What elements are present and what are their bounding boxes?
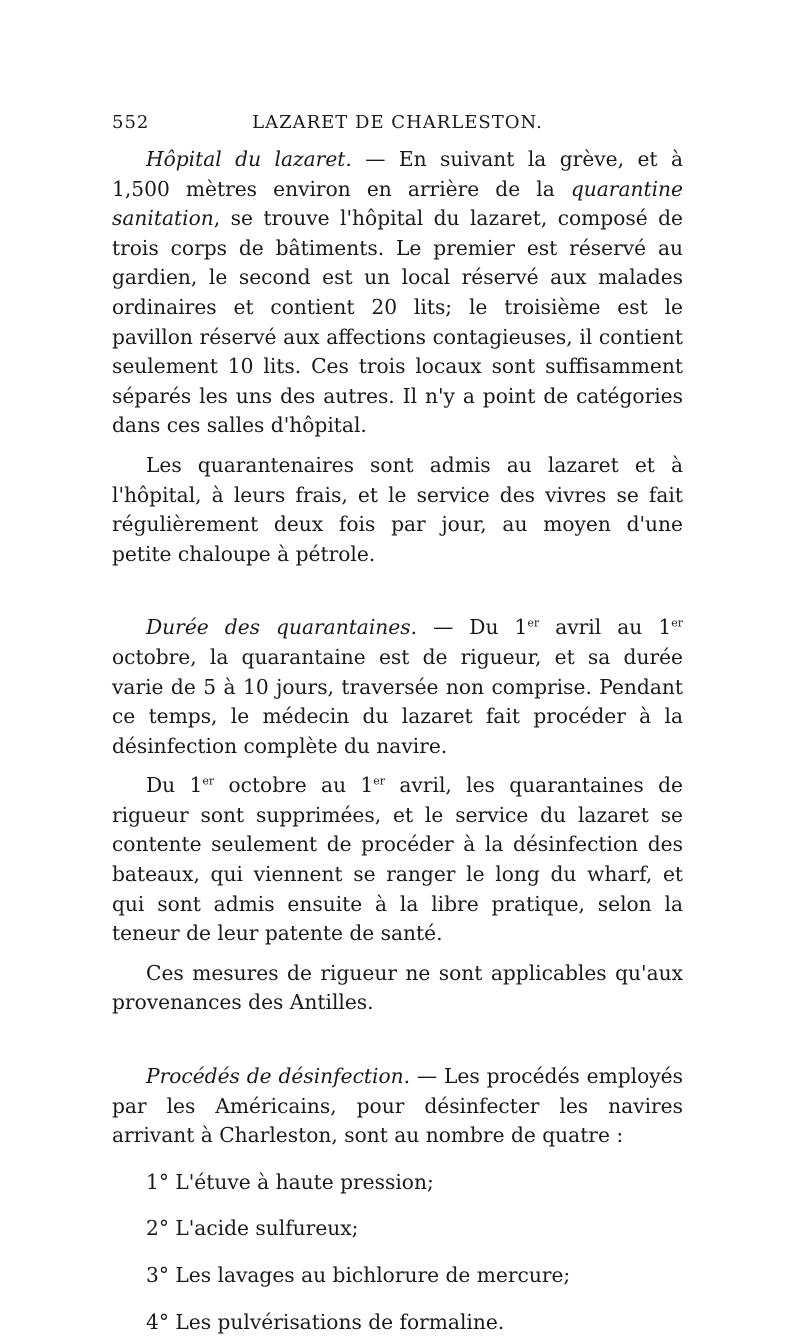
list-item: 1° L'étuve à haute pression; <box>146 1169 434 1194</box>
paragraph-text: — En suivant la grève, et à 1,500 mètres environ en arrière de la <box>112 147 683 201</box>
paragraph-octobre <box>112 771 683 949</box>
paragraph-text: , se trouve l'hôpital du lazaret, composé de trois corps de bâtiments. Le premier est réservé au gardien, le second est un local réservé aux malades ordinaires et contient 20 lits; le troisième est le pavillon réservé aux affections contagieuses, il contient seulement 10 lits. Ces trois locaux sont suffisamment séparés les uns des autres. Il n'y a point de catégories dans ces salles d'hôpital. <box>112 206 683 438</box>
superscript: er <box>202 774 215 788</box>
superscript: er <box>671 616 683 630</box>
list-item: 3° Les lavages au bichlorure de mercure; <box>146 1263 571 1287</box>
paragraph-text: octobre au 1 <box>214 773 374 798</box>
section-heading-procedes: Procédés de désinfection. <box>146 1064 411 1089</box>
running-title: LAZARET DE CHARLESTON. <box>252 112 543 133</box>
italic-term: quarantine sanitation <box>112 176 683 231</box>
superscript: er <box>373 774 386 788</box>
list-item: 2° L'acide sulfureux; <box>146 1216 359 1241</box>
superscript: er <box>527 616 540 630</box>
paragraph-text: Du 1 <box>146 773 203 798</box>
paragraph-mesures: Ces mesures de rigueur ne sont applicables qu'aux provenances des Antilles. <box>112 960 683 1015</box>
paragraph-text: avril, les quarantaines de rigueur sont supprimées, et le service du lazaret se contente seulement de procéder à la désinfection des bateaux, qui viennent se ranger le long du wharf, et qui sont admis ensuite à la libre pratique, selon la teneur de leur patente de santé. <box>112 773 683 946</box>
page-number: 552 <box>112 112 150 133</box>
list-item: 4° Les pulvérisations de formaline. <box>146 1309 505 1334</box>
paragraph-text: octobre, la quarantaine est de rigueur, et sa durée varie de 5 à 10 jours, traversée non comprise. Pendant ce temps, le médecin du lazaret fait procéder à la désinfection complète du navire. <box>112 644 683 758</box>
paragraph-procedes <box>112 1062 683 1151</box>
section-heading-hopital: Hôpital du lazaret. <box>146 147 352 171</box>
page-header <box>112 112 683 142</box>
paragraph-hopital <box>112 145 683 441</box>
paragraph-text: — Les procédés employés par les Américains, pour désinfecter les navires arrivant à Charleston, sont au nombre de quatre : <box>112 1064 683 1148</box>
section-heading-duree: Durée des quarantaines. <box>146 615 418 640</box>
paragraph-text: avril au 1 <box>539 615 672 640</box>
paragraph-duree <box>112 613 683 761</box>
paragraph-text: — Du 1 <box>433 615 528 640</box>
body-text <box>112 145 683 1337</box>
paragraph-quarantenaires: Les quarantenaires sont admis au lazaret et à l'hôpital, à leurs frais, et le service des vivres se fait régulièrement deux fois par jour, au moyen d'une petite chaloupe à pétrole. <box>112 452 683 566</box>
